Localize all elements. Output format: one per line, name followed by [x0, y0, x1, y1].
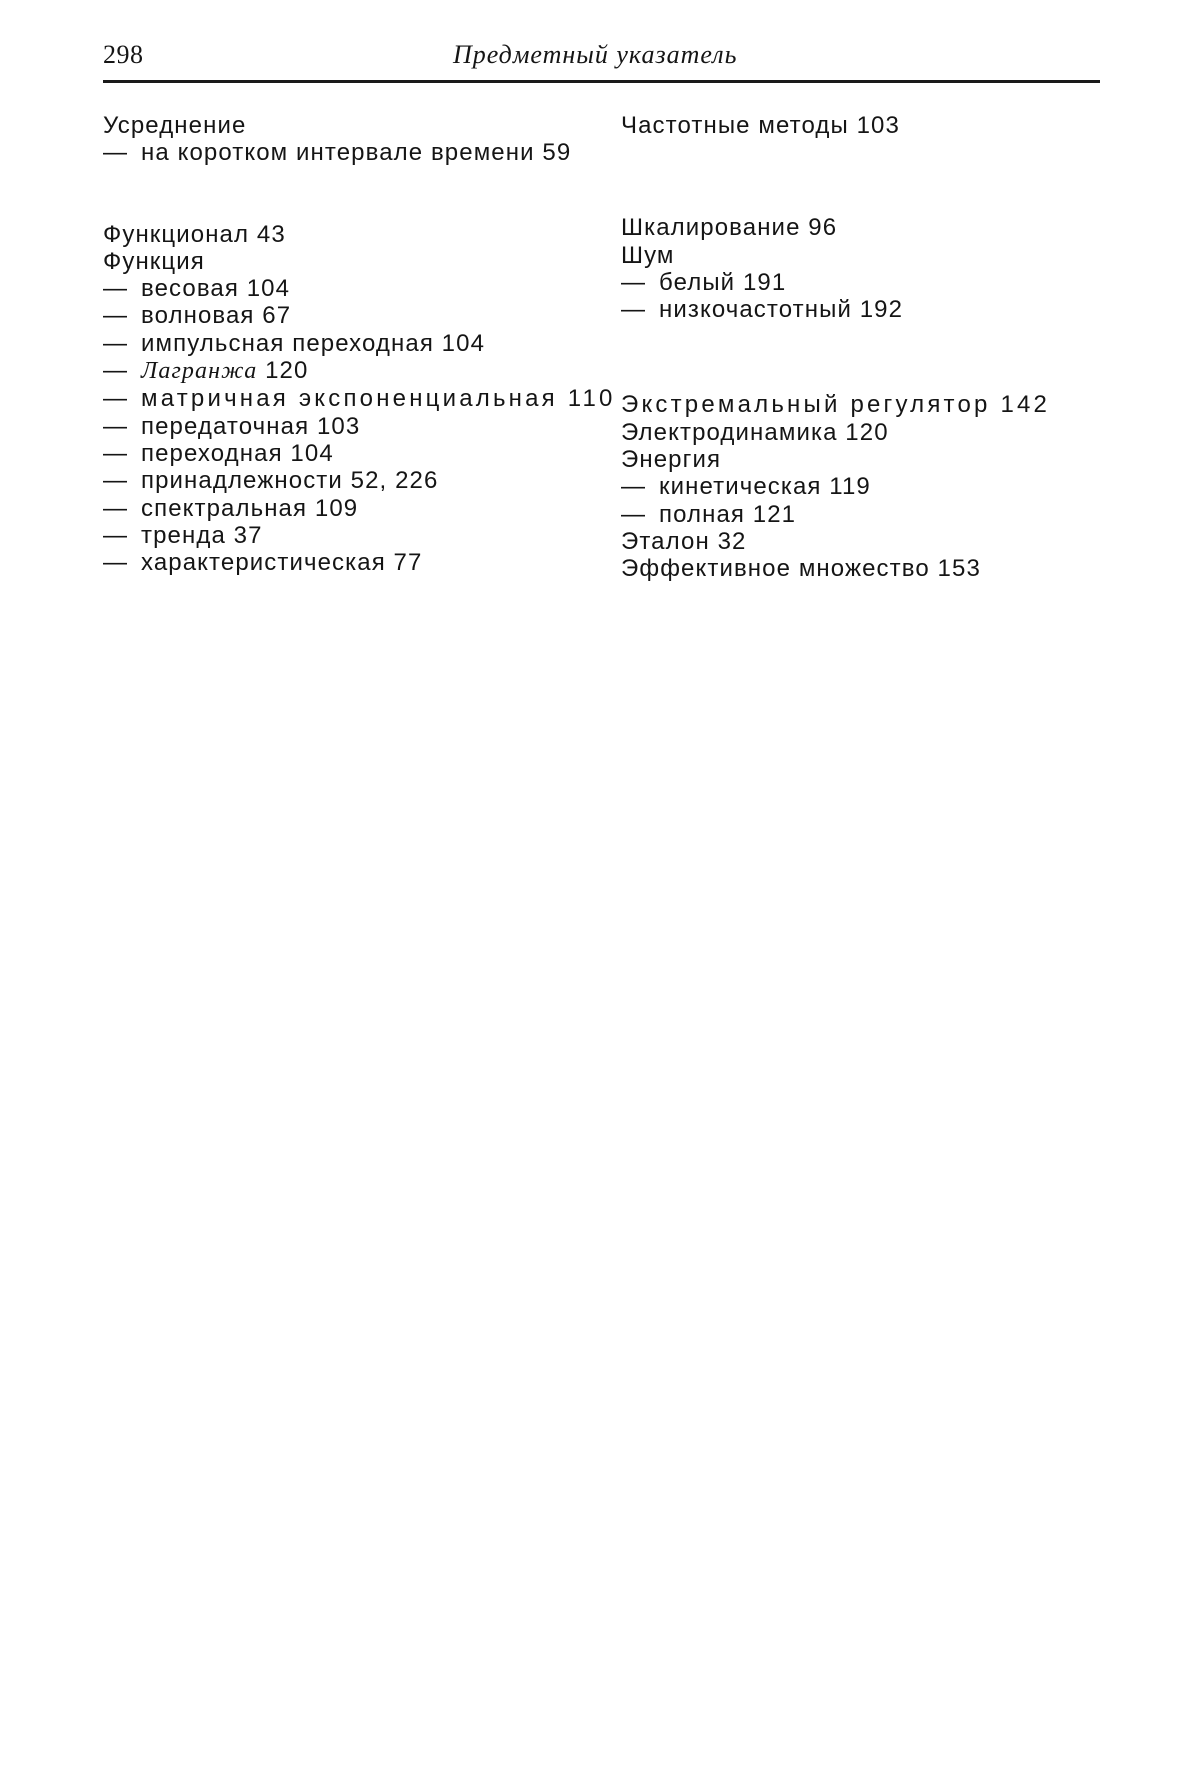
index-entry-shum: [621, 214, 1101, 323]
spacer: [621, 323, 1101, 391]
index-entry-funktsiya: [103, 220, 616, 577]
em-dash: —: [621, 473, 647, 501]
em-dash: —: [103, 412, 129, 440]
em-dash: —: [621, 500, 647, 528]
index-heading: Усреднение: [103, 112, 247, 139]
em-dash: —: [621, 268, 647, 296]
subentry-text: весовая 104: [141, 275, 291, 303]
subentry-text: низкочастотный 192: [659, 296, 904, 324]
index-subentry: [103, 413, 603, 440]
header-rule: [103, 80, 1100, 83]
em-dash: —: [103, 385, 131, 413]
running-head: [103, 38, 1100, 82]
subentry-text: передаточная 103: [141, 412, 361, 440]
index-subentry: [103, 139, 603, 166]
index-column-left: [103, 112, 616, 577]
em-dash: —: [103, 439, 129, 467]
index-heading: Функция: [103, 247, 205, 275]
em-dash: —: [103, 275, 129, 303]
em-dash: —: [103, 521, 129, 549]
em-dash: —: [103, 329, 129, 357]
index-entry-chastotnye: [621, 112, 1101, 139]
index-heading: Эффективное множество 153: [621, 555, 981, 583]
em-dash: —: [103, 302, 129, 330]
index-subentry: [103, 275, 603, 302]
page-number: 298: [103, 40, 144, 69]
index-subentry: [103, 495, 603, 522]
index-subentry: [103, 302, 603, 329]
subentry-text: кинетическая 119: [659, 473, 871, 501]
index-subentry: [103, 357, 603, 385]
index-heading: Электродинамика 120: [621, 418, 889, 446]
index-subentry: [103, 549, 603, 576]
subentry-text: принадлежности 52, 226: [141, 467, 439, 495]
index-heading: Шкалирование 96: [621, 214, 838, 242]
subentry-text: на коротком интервале времени 59: [141, 139, 572, 167]
subentry-text: матричная экспоненциальная 110: [141, 385, 616, 413]
em-dash: —: [103, 139, 129, 167]
index-subentry: [103, 440, 603, 467]
index-heading: Энергия: [621, 446, 722, 474]
subentry-text: импульсная переходная 104: [141, 329, 486, 357]
index-heading: Частотные методы 103: [621, 112, 900, 139]
subentry-text: спектральная 109: [141, 494, 359, 522]
subentry-text: характеристическая 77: [141, 549, 423, 577]
subentry-text: полная 121: [659, 500, 797, 528]
em-dash: —: [103, 467, 129, 495]
spacer: [103, 167, 603, 221]
subentry-text-italic: Лагранжа: [141, 358, 258, 385]
index-subentry: [621, 296, 1101, 323]
index-subentry: [103, 467, 603, 494]
index-heading: Эталон 32: [621, 527, 747, 555]
running-title: Предметный указатель: [453, 40, 738, 69]
subentry-text: белый 191: [659, 268, 787, 296]
index-subentry: [103, 522, 603, 549]
em-dash: —: [103, 494, 129, 522]
em-dash: —: [103, 357, 129, 385]
subentry-text: тренда 37: [141, 521, 263, 549]
index-subentry: [103, 330, 603, 357]
subentry-page: 120: [257, 357, 309, 385]
subentry-text: переходная 104: [141, 439, 334, 467]
index-heading: Шум: [621, 241, 675, 269]
index-heading: Функционал 43: [103, 220, 286, 248]
index-column-right: [621, 112, 1101, 583]
index-subentry: [621, 501, 1101, 528]
index-entry-energiya: [621, 391, 1101, 582]
index-subentry: [103, 385, 616, 413]
spacer: [621, 139, 1101, 214]
index-subentry: [621, 269, 1101, 296]
index-entry-usrednenie: [103, 112, 603, 167]
em-dash: —: [103, 549, 129, 577]
index-subentry: [621, 473, 1101, 500]
index-heading: Экстремальный регулятор 142: [621, 391, 1051, 419]
em-dash: —: [621, 296, 647, 324]
subentry-text: волновая 67: [141, 302, 292, 330]
